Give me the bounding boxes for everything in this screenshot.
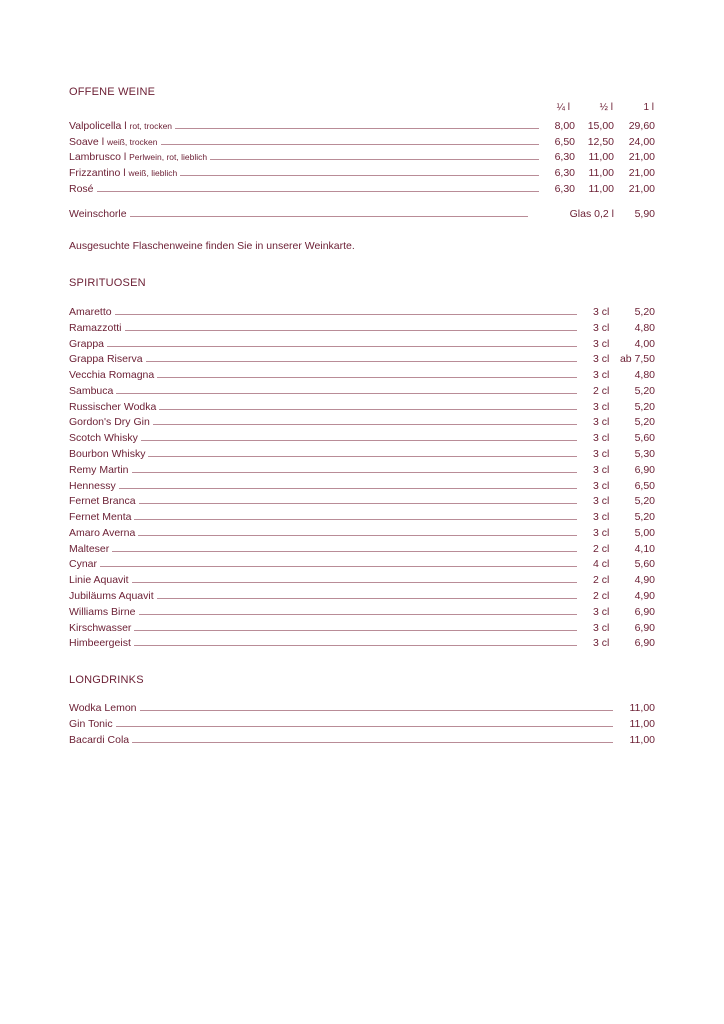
menu-item-name: Grappa <box>69 337 105 350</box>
leader-line <box>132 582 577 583</box>
menu-item-price: 5,20 <box>634 400 655 413</box>
spirit-row <box>69 367 655 381</box>
leader-line <box>116 393 577 394</box>
spirit-row <box>69 556 655 570</box>
leader-line <box>100 566 577 567</box>
leader-line <box>116 726 613 727</box>
leader-line <box>210 159 539 160</box>
menu-item-name: Weinschorle <box>69 208 127 220</box>
leader-line <box>125 330 577 331</box>
menu-item-name <box>69 120 172 132</box>
menu-item-size: 3 cl <box>593 621 610 634</box>
menu-item-size: 3 cl <box>593 605 610 618</box>
menu-item-price: 5,20 <box>634 306 655 318</box>
wine-row <box>69 118 655 132</box>
menu-item-size: 2 cl <box>593 590 610 603</box>
spirit-row <box>69 399 655 413</box>
price-half: 11,00 <box>588 167 614 180</box>
menu-item-price: 4,90 <box>634 590 655 603</box>
leader-line <box>139 614 577 615</box>
longdrink-row <box>69 732 655 746</box>
spirit-row <box>69 604 655 618</box>
spirit-row <box>69 320 655 334</box>
price-half: 11,00 <box>588 151 614 164</box>
leader-line <box>157 598 577 599</box>
menu-item-size: 3 cl <box>593 526 610 539</box>
leader-line <box>153 424 577 425</box>
leader-line <box>130 216 528 217</box>
menu-item-label: Frizzantino l <box>69 167 126 180</box>
menu-item-price: 5,30 <box>634 448 655 461</box>
price-liter: 21,00 <box>628 167 655 180</box>
leader-line <box>141 440 577 441</box>
menu-item-size: 2 cl <box>593 542 610 555</box>
price-quarter: 6,30 <box>554 151 575 164</box>
price-liter: 29,60 <box>628 120 655 132</box>
menu-item-size: 3 cl <box>593 306 610 318</box>
menu-item-price: 6,90 <box>634 605 655 618</box>
leader-line <box>97 191 539 192</box>
menu-item-price: 6,90 <box>634 637 655 650</box>
menu-item-name: Remy Martin <box>69 463 129 476</box>
menu-item-name: Cynar <box>69 558 98 571</box>
menu-item-description: rot, trocken <box>129 121 173 131</box>
spirit-row <box>69 572 655 586</box>
menu-item-price: 5,60 <box>634 432 655 445</box>
spirit-row <box>69 509 655 523</box>
menu-item-name: Fernet Branca <box>69 495 136 508</box>
leader-line <box>132 472 577 473</box>
wine-note: Ausgesuchte Flaschenweine finden Sie in unserer Weinkarte. <box>69 240 355 252</box>
spirit-row <box>69 493 655 507</box>
menu-item-name: Grappa Riserva <box>69 353 143 366</box>
spirit-row <box>69 446 655 460</box>
menu-item-size: 3 cl <box>593 479 610 492</box>
menu-item-name: Williams Birne <box>69 605 136 618</box>
price-liter: 21,00 <box>628 151 655 164</box>
leader-line <box>148 456 577 457</box>
menu-item-price: 5,60 <box>634 558 655 571</box>
menu-item-price: ab 7,50 <box>619 353 655 366</box>
menu-item-name: Kirschwasser <box>69 621 132 634</box>
leader-line <box>157 377 577 378</box>
menu-item-price: 5,90 <box>634 208 655 220</box>
leader-line <box>159 409 577 410</box>
menu-item-name: Bourbon Whisky <box>69 448 146 461</box>
section-title-wine: OFFENE WEINE <box>69 86 156 98</box>
menu-item-name: Russischer Wodka <box>69 400 157 413</box>
menu-item-name: Linie Aquavit <box>69 574 129 587</box>
menu-item-size: 3 cl <box>593 511 610 524</box>
leader-line <box>138 535 577 536</box>
price-quarter: 6,30 <box>554 182 575 195</box>
leader-line <box>134 645 577 646</box>
section-title-longdrinks: LONGDRINKS <box>69 674 144 686</box>
menu-item-name: Gin Tonic <box>69 718 113 731</box>
wine-row <box>69 165 655 179</box>
price-quarter: 6,50 <box>554 135 575 148</box>
longdrink-row <box>69 700 655 714</box>
menu-item-size: Glas 0,2 l <box>569 208 614 220</box>
spirit-row <box>69 430 655 444</box>
menu-item-name: Vecchia Romagna <box>69 369 155 382</box>
menu-item-size: 3 cl <box>593 463 610 476</box>
menu-item-name: Amaro Averna <box>69 526 136 539</box>
menu-item-size: 3 cl <box>593 321 610 334</box>
leader-line <box>112 551 577 552</box>
menu-item-name: Amaretto <box>69 306 112 318</box>
leader-line <box>134 519 577 520</box>
menu-item-label: Soave l <box>69 135 105 148</box>
price-half: 11,00 <box>588 182 614 195</box>
menu-item-name: Scotch Whisky <box>69 432 138 445</box>
spirit-row <box>69 620 655 634</box>
wine-header-quarter: ¼ l <box>556 102 570 113</box>
menu-item-size: 3 cl <box>593 400 610 413</box>
spirit-row <box>69 588 655 602</box>
menu-item-price: 5,20 <box>634 416 655 429</box>
menu-item-size: 3 cl <box>593 353 610 366</box>
wine-row <box>69 134 655 148</box>
spirit-row <box>69 304 655 318</box>
menu-item-label: Valpolicella l <box>69 120 127 132</box>
leader-line <box>107 346 577 347</box>
price-quarter: 6,30 <box>554 167 575 180</box>
menu-item-description: weiß, lieblich <box>128 168 178 179</box>
menu-item-size: 4 cl <box>593 558 610 571</box>
menu-item-price: 6,50 <box>634 479 655 492</box>
menu-item-price: 5,20 <box>634 511 655 524</box>
price-half: 15,00 <box>587 120 614 132</box>
spirit-row <box>69 635 655 649</box>
section-title-spirits: SPIRITUOSEN <box>69 277 146 289</box>
price-quarter: 8,00 <box>554 120 575 132</box>
wine-schorle-row <box>69 206 655 220</box>
menu-item-price: 5,00 <box>634 526 655 539</box>
menu-item-price: 5,20 <box>634 495 655 508</box>
menu-item-name: Hennessy <box>69 479 116 492</box>
menu-item-description: Perlwein, rot, lieblich <box>129 152 208 163</box>
menu-item-price: 11,00 <box>629 702 655 714</box>
leader-line <box>180 175 539 176</box>
menu-item-price: 6,90 <box>634 463 655 476</box>
menu-item-name: Ramazzotti <box>69 321 122 334</box>
leader-line <box>140 710 613 711</box>
menu-item-price: 4,80 <box>634 369 655 382</box>
menu-item-size: 3 cl <box>593 369 610 382</box>
menu-item-size: 2 cl <box>593 574 610 587</box>
menu-item-name: Malteser <box>69 542 110 555</box>
wine-header-liter: 1 l <box>643 102 654 113</box>
longdrink-row <box>69 716 655 730</box>
menu-item-price: 6,90 <box>634 621 655 634</box>
menu-item-name <box>69 136 158 148</box>
menu-item-label: Lambrusco l <box>69 151 127 164</box>
menu-item-label: Rosé <box>69 182 94 195</box>
menu-item-name: Himbeergeist <box>69 637 131 650</box>
menu-item-size: 3 cl <box>593 337 610 350</box>
spirit-row <box>69 541 655 555</box>
menu-item-name <box>69 167 177 179</box>
spirit-row <box>69 525 655 539</box>
menu-item-price: 4,80 <box>634 321 655 334</box>
leader-line <box>146 361 577 362</box>
spirit-row <box>69 336 655 350</box>
leader-line <box>132 742 613 743</box>
spirit-row <box>69 383 655 397</box>
menu-item-name: Bacardi Cola <box>69 734 130 747</box>
leader-line <box>161 144 540 145</box>
spirit-row <box>69 478 655 492</box>
spirit-row <box>69 462 655 476</box>
menu-item-price: 11,00 <box>629 734 655 747</box>
menu-item-price: 11,00 <box>629 718 655 731</box>
menu-item-size: 3 cl <box>593 432 610 445</box>
menu-item-name <box>69 183 94 195</box>
leader-line <box>119 488 577 489</box>
menu-item-size: 3 cl <box>593 448 610 461</box>
menu-item-description: weiß, trocken <box>106 136 158 147</box>
wine-row <box>69 181 655 195</box>
wine-header-half: ½ l <box>599 102 613 113</box>
menu-item-size: 3 cl <box>593 495 610 508</box>
leader-line <box>175 128 539 129</box>
menu-item-size: 3 cl <box>593 637 610 650</box>
leader-line <box>139 503 577 504</box>
menu-item-name: Fernet Menta <box>69 511 132 524</box>
menu-item-price: 5,20 <box>634 384 655 397</box>
leader-line <box>115 314 577 315</box>
menu-item-price: 4,10 <box>634 542 655 555</box>
price-liter: 24,00 <box>628 135 655 148</box>
menu-item-size: 2 cl <box>593 384 610 397</box>
menu-item-name: Gordon's Dry Gin <box>69 416 150 429</box>
leader-line <box>134 630 577 631</box>
price-liter: 21,00 <box>628 182 655 195</box>
wine-row <box>69 149 655 163</box>
menu-item-name: Wodka Lemon <box>69 702 137 714</box>
menu-item-size: 3 cl <box>593 416 610 429</box>
spirit-row <box>69 351 655 365</box>
menu-item-name: Sambuca <box>69 384 114 397</box>
menu-item-price: 4,90 <box>634 574 655 587</box>
spirit-row <box>69 414 655 428</box>
menu-item-name <box>69 151 207 163</box>
price-half: 12,50 <box>587 135 614 148</box>
menu-item-name: Jubiläums Aquavit <box>69 590 154 603</box>
menu-item-price: 4,00 <box>634 337 655 350</box>
